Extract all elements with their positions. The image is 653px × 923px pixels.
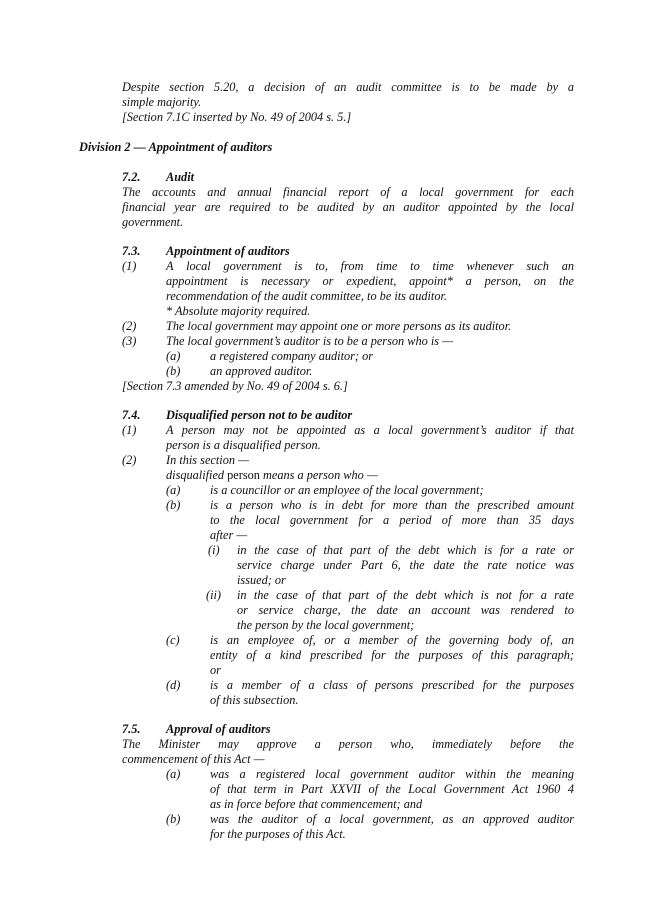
section-7-3-para-a-text: a registered company auditor; or — [210, 349, 374, 363]
section-7-3-number: 7.3. — [122, 244, 141, 258]
section-7-2-number: 7.2. — [122, 170, 141, 184]
section-7-5-heading: Approval of auditors — [166, 722, 271, 736]
section-7-4-heading: Disqualified person not to be auditor — [166, 408, 353, 422]
section-7-3-heading: Appointment of auditors — [166, 244, 290, 258]
section-7-4-number: 7.4. — [122, 408, 141, 422]
section-7-3-sub1-line-2: appointment is necessary or expedient, appoint* a person, on the — [166, 274, 574, 288]
section-7-4-para-c-line-2: entity of a kind prescribed for the purposes of this paragraph; — [210, 648, 574, 662]
section-7-4-sub1-number: (1) — [122, 423, 137, 437]
section-7-4-para-c-line-3: or — [210, 663, 221, 677]
section-7-4-subpara-ii-number: (ii) — [206, 588, 222, 602]
section-7-4-subpara-i-number: (i) — [208, 543, 220, 557]
section-7-4-subpara-i-line-2: service charge under Part 6, the date the rate notice was — [237, 558, 574, 572]
section-7-5-line-1: The Minister may approve a person who, immediately before the — [122, 737, 574, 751]
definition-text: means a person who — — [263, 468, 378, 482]
section-7-3-para-b-text: an approved auditor. — [210, 364, 313, 378]
section-7-3-sub3-text: The local government’s auditor is to be a person who is — — [166, 334, 454, 348]
section-7-5-para-b-number: (b) — [166, 812, 181, 826]
section-7-5-para-a-line-3: as in force before that commencement; and — [210, 797, 423, 811]
section-7-4-para-a-text: is a councillor or an employee of the local government; — [210, 483, 484, 497]
section-7-4-sub1-line-1: A person may not be appointed as a local government’s auditor if that — [166, 423, 574, 437]
section-7-4-para-b-number: (b) — [166, 498, 181, 512]
section-7-5-para-a-line-1: was a registered local government auditor within the meaning — [210, 767, 574, 781]
section-7-2-line-1: The accounts and annual financial report of a local government for each — [122, 185, 574, 199]
section-7-2-line-2: financial year are required to be audited by an auditor appointed by the local — [122, 200, 574, 214]
intro-line-1: Despite section 5.20, a decision of an audit committee is to be made by a — [122, 80, 574, 94]
section-7-4-para-c-line-1: is an employee of, or a member of the governing body of, an — [210, 633, 574, 647]
defined-term: disqualified — [166, 468, 225, 482]
section-7-4-para-c-number: (c) — [166, 633, 180, 647]
section-7-5-para-b-line-2: for the purposes of this Act. — [210, 827, 346, 841]
section-7-4-para-d-line-1: is a member of a class of persons prescribed for the purposes — [210, 678, 574, 692]
section-7-5-para-a-line-2: of that term in Part XXVII of the Local Government Act 1960 4 — [210, 782, 574, 796]
section-7-3-sub1-number: (1) — [122, 259, 137, 273]
section-7-4-subpara-ii-line-1: in the case of that part of the debt which is not for a rate — [237, 588, 574, 602]
section-7-5-para-b-line-1: was the auditor of a local government, as an approved auditor — [210, 812, 574, 826]
absolute-majority-note: * Absolute majority required. — [166, 304, 311, 318]
section-7-3-sub2-number: (2) — [122, 319, 137, 333]
section-7-3-note: [Section 7.3 amended by No. 49 of 2004 s. 6.] — [122, 379, 348, 393]
definition-line — [166, 468, 378, 483]
section-7-4-para-d-line-2: of this subsection. — [210, 693, 299, 707]
section-7-4-para-b-line-2: to the local government for a period of more than 35 days — [210, 513, 574, 527]
section-7-3-sub3-number: (3) — [122, 334, 137, 348]
section-7-5-line-2: commencement of this Act — — [122, 752, 265, 766]
section-7-2-line-3: government. — [122, 215, 184, 229]
section-7-4-para-b-line-1: is a person who is in debt for more than the prescribed amount — [210, 498, 574, 512]
section-7-4-sub2-number: (2) — [122, 453, 137, 467]
section-7-4-para-b-line-3: after — — [210, 528, 248, 542]
section-7-4-subpara-ii-line-2: or service charge, the date an account was rendered to — [237, 603, 574, 617]
section-7-4-para-a-number: (a) — [166, 483, 181, 497]
section-7-3-sub2-text: The local government may appoint one or more persons as its auditor. — [166, 319, 512, 333]
section-7-3-sub1-line-1: A local government is to, from time to time whenever such an — [166, 259, 574, 273]
defined-term-person: person — [227, 468, 260, 482]
section-7-4-subpara-i-line-1: in the case of that part of the debt which is for a rate or — [237, 543, 574, 557]
intro-line-2: simple majority. — [122, 95, 202, 109]
section-7-4-sub1-line-2: person is a disqualified person. — [166, 438, 321, 452]
section-7-4-sub2-intro: In this section — — [166, 453, 249, 467]
section-7-4-subpara-ii-line-3: the person by the local government; — [237, 618, 415, 632]
section-7-5-number: 7.5. — [122, 722, 141, 736]
section-7-3-para-b-number: (b) — [166, 364, 181, 378]
section-7-3-para-a-number: (a) — [166, 349, 181, 363]
section-7-4-para-d-number: (d) — [166, 678, 181, 692]
section-7-4-subpara-i-line-3: issued; or — [237, 573, 286, 587]
division-title: Division 2 — Appointment of auditors — [79, 140, 273, 154]
section-7-1c-note: [Section 7.1C inserted by No. 49 of 2004 s. 5.] — [122, 110, 352, 124]
section-7-5-para-a-number: (a) — [166, 767, 181, 781]
section-7-2-heading: Audit — [166, 170, 195, 184]
section-7-3-sub1-line-3: recommendation of the audit committee, to be its auditor. — [166, 289, 447, 303]
